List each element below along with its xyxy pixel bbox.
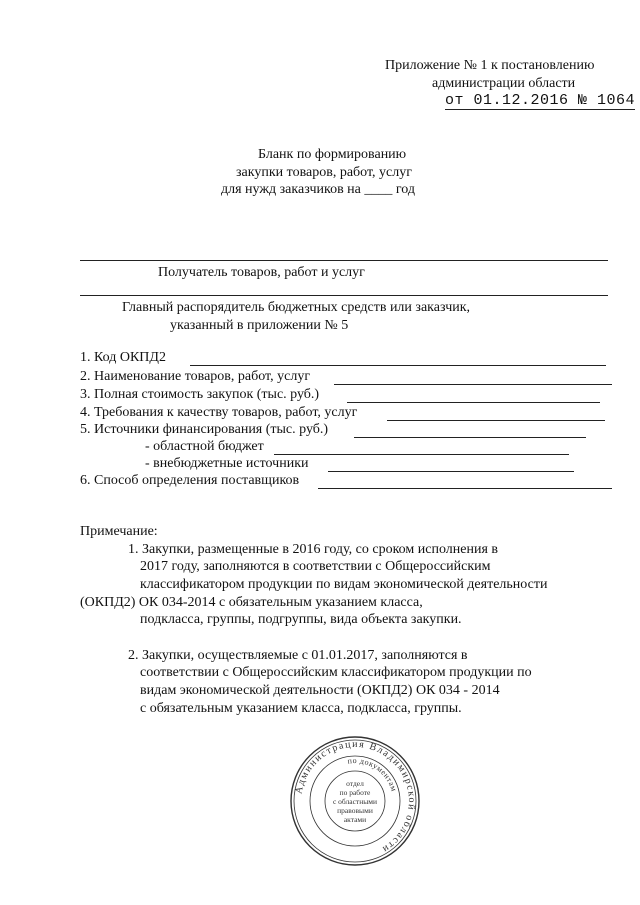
stamp-seal-icon bbox=[288, 734, 422, 868]
field-funding-line[interactable] bbox=[354, 437, 586, 438]
appendix-title: Приложение № 1 к постановлению bbox=[385, 58, 595, 73]
note-item1-line4: (ОКПД2) ОК 034-2014 с обязательным указанием класса, bbox=[80, 595, 423, 610]
title-prefix: для нужд заказчиков на bbox=[221, 182, 361, 197]
note-heading: Примечание: bbox=[80, 524, 158, 539]
stamp-center-4: правовыми bbox=[337, 806, 373, 815]
title-suffix: год bbox=[395, 182, 416, 197]
field-funding-label: 5. Источники финансирования (тыс. руб.) bbox=[80, 422, 329, 437]
note-item1-line3: классификатором продукции по видам экономической деятельности bbox=[140, 577, 548, 592]
official-stamp bbox=[288, 734, 422, 868]
manager-label-line1: Главный распорядитель бюджетных средств или заказчик, bbox=[122, 300, 471, 315]
stamp-center-1: отдел bbox=[346, 779, 364, 788]
manager-label-line2: указанный в приложении № 5 bbox=[170, 318, 349, 333]
recipient-label: Получатель товаров, работ и услуг bbox=[158, 265, 365, 280]
stamp-inner-ring-text: по документам bbox=[347, 755, 399, 793]
appendix-authority: администрации области bbox=[432, 76, 576, 91]
stamp-center-3: с областными bbox=[332, 797, 378, 806]
field-supplier-method-line[interactable] bbox=[318, 488, 612, 489]
date-number-text: от 01.12.2016 № 1064 bbox=[445, 92, 636, 109]
field-cost-line[interactable] bbox=[347, 402, 600, 403]
form-title-line2: закупки товаров, работ, услуг bbox=[236, 165, 412, 180]
field-extrabudget-line[interactable] bbox=[328, 471, 574, 472]
note-item2-line2: соответствии с Общероссийским классификатором продукции по bbox=[140, 665, 532, 680]
manager-line[interactable] bbox=[80, 295, 608, 296]
field-cost-label: 3. Полная стоимость закупок (тыс. руб.) bbox=[80, 387, 320, 402]
note-item2-line1: 2. Закупки, осуществляемые с 01.01.2017, заполняются в bbox=[128, 648, 468, 663]
field-extrabudget-label: - внебюджетные источники bbox=[145, 456, 309, 471]
stamp-center-5: актами bbox=[343, 815, 367, 824]
note-item1-line2: 2017 году, заполняются в соответствии с Общероссийским bbox=[140, 559, 491, 574]
form-title-line3 bbox=[221, 182, 415, 198]
field-quality-label: 4. Требования к качеству товаров, работ, услуг bbox=[80, 405, 358, 420]
field-regional-budget-line[interactable] bbox=[274, 454, 569, 455]
field-okpd2-label: 1. Код ОКПД2 bbox=[80, 350, 166, 365]
field-supplier-method-label: 6. Способ определения поставщиков bbox=[80, 473, 300, 488]
form-title-line1: Бланк по формированию bbox=[258, 147, 407, 162]
field-name-line[interactable] bbox=[334, 384, 612, 385]
appendix-date-number bbox=[445, 93, 635, 110]
recipient-line[interactable] bbox=[80, 260, 608, 261]
field-name-label: 2. Наименование товаров, работ, услуг bbox=[80, 369, 311, 384]
field-regional-budget-label: - областной бюджет bbox=[145, 439, 264, 454]
stamp-center-2: по работе bbox=[339, 788, 371, 797]
year-blank[interactable]: ____ bbox=[364, 182, 393, 197]
note-item2-line3: видам экономической деятельности (ОКПД2) ОК 034 - 2014 bbox=[140, 683, 500, 698]
field-quality-line[interactable] bbox=[387, 420, 605, 421]
stamp-ring-text: Администрация Владимирской области bbox=[293, 738, 418, 856]
note-item1-line1: 1. Закупки, размещенные в 2016 году, со сроком исполнения в bbox=[128, 542, 499, 557]
note-item2-line4: с обязательным указанием класса, подкласса, группы. bbox=[140, 701, 462, 716]
note-item1-line5: подкласса, группы, подгруппы, вида объекта закупки. bbox=[140, 612, 462, 627]
field-okpd2-line[interactable] bbox=[190, 365, 606, 366]
